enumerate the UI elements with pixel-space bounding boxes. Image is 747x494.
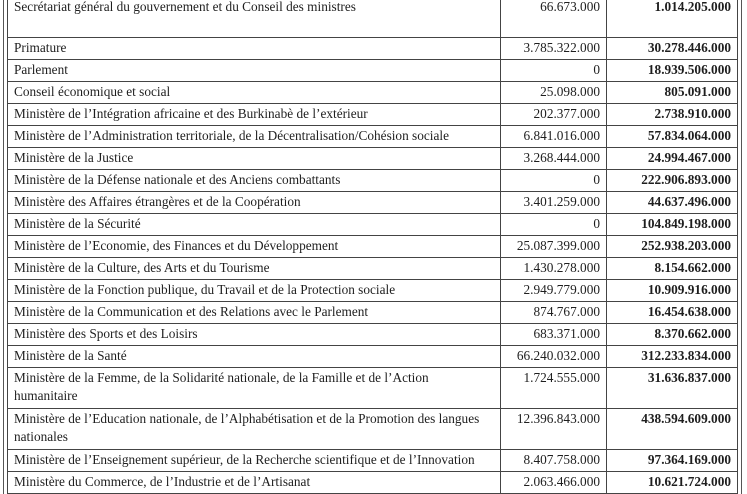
table-row [8, 302, 738, 324]
row-value-2-cell: 97.364.169.000 [607, 450, 738, 472]
row-name-cell: Ministère de la Communication et des Relations avec le Parlement [8, 302, 501, 324]
budget-table-frame [3, 0, 742, 494]
row-name-cell: Secrétariat général du gouvernement et du Conseil des ministres [8, 0, 501, 38]
table-row [8, 346, 738, 368]
table-row [8, 450, 738, 472]
row-value-1-cell: 874.767.000 [501, 302, 607, 324]
row-value-1-cell: 0 [501, 60, 607, 82]
row-value-2-cell: 18.939.506.000 [607, 60, 738, 82]
row-value-2-cell: 2.738.910.000 [607, 104, 738, 126]
row-name-cell: Parlement [8, 60, 501, 82]
row-value-2-cell: 8.370.662.000 [607, 324, 738, 346]
table-row [8, 148, 738, 170]
row-value-2-cell: 252.938.203.000 [607, 236, 738, 258]
row-value-2-cell: 31.636.837.000 [607, 368, 738, 409]
row-name-cell: Ministère des Sports et des Loisirs [8, 324, 501, 346]
row-name-cell: Ministère des Affaires étrangères et de la Coopération [8, 192, 501, 214]
row-value-1-cell: 6.841.016.000 [501, 126, 607, 148]
row-value-2-cell: 44.637.496.000 [607, 192, 738, 214]
table-row [8, 82, 738, 104]
row-value-2-cell: 30.278.446.000 [607, 38, 738, 60]
row-value-2-cell: 10.621.724.000 [607, 472, 738, 494]
table-row [8, 192, 738, 214]
row-value-2-cell: 8.154.662.000 [607, 258, 738, 280]
row-value-1-cell: 66.673.000 [501, 0, 607, 38]
table-row [8, 324, 738, 346]
table-row [8, 472, 738, 494]
row-value-1-cell: 8.407.758.000 [501, 450, 607, 472]
row-name-cell: Ministère de l’Education nationale, de l’Alphabétisation et de la Promotion des langues nationales [8, 409, 501, 450]
row-name-cell: Ministère de l’Administration territoriale, de la Décentralisation/Cohésion sociale [8, 126, 501, 148]
table-row [8, 214, 738, 236]
row-value-1-cell: 2.063.466.000 [501, 472, 607, 494]
row-value-2-cell: 222.906.893.000 [607, 170, 738, 192]
row-name-cell: Ministère de l’Intégration africaine et des Burkinabè de l’extérieur [8, 104, 501, 126]
row-value-1-cell: 2.949.779.000 [501, 280, 607, 302]
row-name-cell: Conseil économique et social [8, 82, 501, 104]
row-value-2-cell: 24.994.467.000 [607, 148, 738, 170]
row-value-2-cell: 438.594.609.000 [607, 409, 738, 450]
row-name-cell: Ministère de la Femme, de la Solidarité nationale, de la Famille et de l’Action humanitaire [8, 368, 501, 409]
row-value-2-cell: 104.849.198.000 [607, 214, 738, 236]
table-row [8, 0, 738, 38]
row-value-1-cell: 3.401.259.000 [501, 192, 607, 214]
row-value-1-cell: 1.724.555.000 [501, 368, 607, 409]
row-name-cell: Ministère du Commerce, de l’Industrie et de l’Artisanat [8, 472, 501, 494]
row-name-cell: Ministère de l’Enseignement supérieur, de la Recherche scientifique et de l’Innovation [8, 450, 501, 472]
row-value-1-cell: 25.098.000 [501, 82, 607, 104]
row-name-cell: Ministère de l’Economie, des Finances et du Développement [8, 236, 501, 258]
row-name-cell: Ministère de la Sécurité [8, 214, 501, 236]
row-value-1-cell: 683.371.000 [501, 324, 607, 346]
row-value-2-cell: 57.834.064.000 [607, 126, 738, 148]
row-value-2-cell: 1.014.205.000 [607, 0, 738, 38]
row-name-cell: Ministère de la Santé [8, 346, 501, 368]
table-row [8, 368, 738, 409]
row-name-cell: Ministère de la Fonction publique, du Travail et de la Protection sociale [8, 280, 501, 302]
table-row [8, 170, 738, 192]
table-row [8, 236, 738, 258]
budget-table-body [8, 0, 738, 494]
row-value-1-cell: 66.240.032.000 [501, 346, 607, 368]
row-value-1-cell: 25.087.399.000 [501, 236, 607, 258]
row-value-2-cell: 16.454.638.000 [607, 302, 738, 324]
row-value-2-cell: 10.909.916.000 [607, 280, 738, 302]
row-name-cell: Primature [8, 38, 501, 60]
row-value-2-cell: 312.233.834.000 [607, 346, 738, 368]
table-row [8, 60, 738, 82]
row-value-1-cell: 3.785.322.000 [501, 38, 607, 60]
table-row [8, 409, 738, 450]
row-name-cell: Ministère de la Culture, des Arts et du Tourisme [8, 258, 501, 280]
table-row [8, 38, 738, 60]
row-name-cell: Ministère de la Défense nationale et des Anciens combattants [8, 170, 501, 192]
row-value-1-cell: 1.430.278.000 [501, 258, 607, 280]
row-name-cell: Ministère de la Justice [8, 148, 501, 170]
row-value-1-cell: 12.396.843.000 [501, 409, 607, 450]
table-row [8, 126, 738, 148]
row-value-1-cell: 202.377.000 [501, 104, 607, 126]
table-row [8, 104, 738, 126]
row-value-1-cell: 0 [501, 170, 607, 192]
table-row [8, 280, 738, 302]
row-value-2-cell: 805.091.000 [607, 82, 738, 104]
row-value-1-cell: 3.268.444.000 [501, 148, 607, 170]
row-value-1-cell: 0 [501, 214, 607, 236]
table-row [8, 258, 738, 280]
budget-table [7, 0, 738, 494]
